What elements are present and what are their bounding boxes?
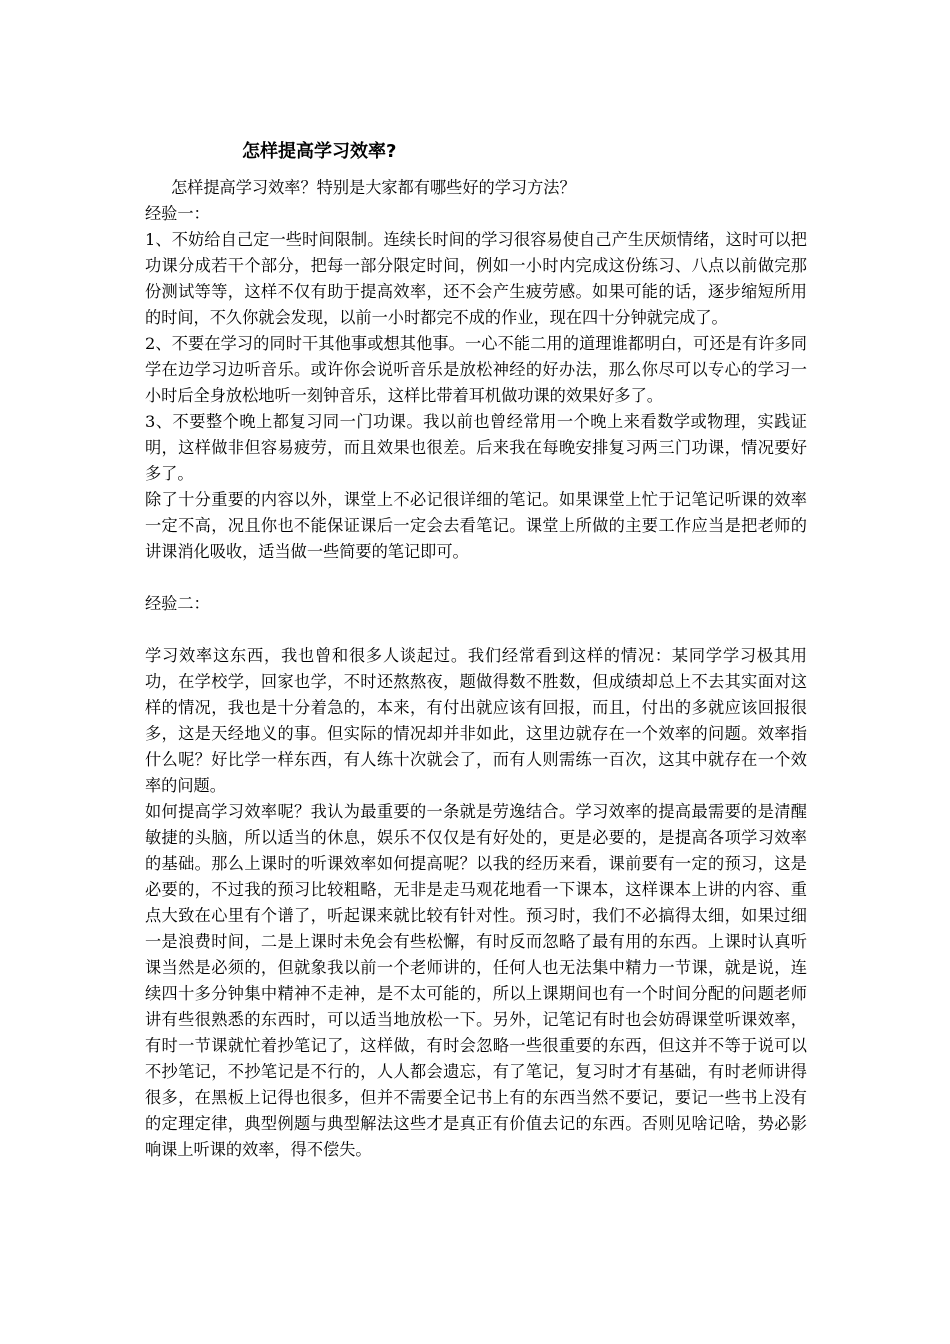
experience-one-heading: 经验一： — [145, 204, 210, 223]
intro-question: 怎样提高学习效率？特别是大家都有哪些好的学习方法？ — [171, 178, 576, 197]
experience-two-heading: 经验二： — [145, 594, 210, 613]
experience-one-note: 除了十分重要的内容以外，课堂上不必记很详细的笔记。如果课堂上忙于记笔记听课的效率一定不高，况且你也不能保证课后一定会去看笔记。课堂上所做的主要工作应当是把老师的讲课消化吸收，适当做一些简要的笔记即可。 — [145, 490, 807, 561]
experience-one-point-1: 1、不妨给自己定一些时间限制。连续长时间的学习很容易使自己产生厌烦情绪，这时可以把功课分成若干个部分，把每一部分限定时间，例如一小时内完成这份练习、八点以前做完那份测试等等，这样不仅有助于提高效率，还不会产生疲劳感。如果可能的话，逐步缩短所用的时间，不久你就会发现，以前一小时都完不成的作业，现在四十分钟就完成了。 — [145, 230, 807, 327]
paragraph-spacer — [145, 565, 807, 591]
experience-two-paragraph-2: 如何提高学习效率呢？我认为最重要的一条就是劳逸结合。学习效率的提高最需要的是清醒敏捷的头脑，所以适当的休息，娱乐不仅仅是有好处的，更是必要的，是提高各项学习效率的基础。那么上课时的听课效率如何提高呢？以我的经历来看，课前要有一定的预习，这是必要的，不过我的预习比较粗略，无非是走马观花地看一下课本，这样课本上讲的内容、重点大致在心里有个谱了，听起课来就比较有针对性。预习时，我们不必搞得太细，如果过细一是浪费时间，二是上课时未免会有些松懈，有时反而忽略了最有用的东西。上课时认真听课当然是必须的，但就象我以前一个老师讲的，任何人也无法集中精力一节课，就是说，连续四十多分钟集中精神不走神，是不太可能的，所以上课期间也有一个时间分配的问题老师讲有些很熟悉的东西时，可以适当地放松一下。另外，记笔记有时也会妨碍课堂听课效率，有时一节课就忙着抄笔记了，这样做，有时会忽略一些很重要的东西，但这并不等于说可以不抄笔记，不抄笔记是不行的，人人都会遗忘，有了笔记，复习时才有基础，有时老师讲得很多，在黑板上记得也很多，但并不需要全记书上有的东西当然不要记，要记一些书上没有的定理定律，典型例题与典型解法这些才是真正有价值去记的东西。否则见啥记啥，势必影响课上听课的效率，得不偿失。 — [145, 802, 807, 1159]
document-body — [145, 175, 807, 1163]
experience-one-point-2: 2、不要在学习的同时干其他事或想其他事。一心不能二用的道理谁都明白，可还是有许多同学在边学习边听音乐。或许你会说听音乐是放松神经的好办法，那么你尽可以专心的学习一小时后全身放松地听一刻钟音乐，这样比带着耳机做功课的效果好多了。 — [145, 334, 807, 405]
document-title: 怎样提高学习效率? — [242, 141, 397, 162]
paragraph-spacer — [145, 617, 807, 643]
experience-two-paragraph-1: 学习效率这东西，我也曾和很多人谈起过。我们经常看到这样的情况：某同学学习极其用功，在学校学，回家也学，不时还熬熬夜，题做得数不胜数，但成绩却总上不去其实面对这样的情况，我也是十分着急的，本来，有付出就应该有回报，而且，付出的多就应该回报很多，这是天经地义的事。但实际的情况却并非如此，这里边就存在一个效率的问题。效率指什么呢？好比学一样东西，有人练十次就会了，而有人则需练一百次，这其中就存在一个效率的问题。 — [145, 646, 807, 795]
experience-one-point-3: 3、不要整个晚上都复习同一门功课。我以前也曾经常用一个晚上来看数学或物理，实践证明，这样做非但容易疲劳，而且效果也很差。后来我在每晚安排复习两三门功课，情况要好多了。 — [145, 412, 807, 483]
